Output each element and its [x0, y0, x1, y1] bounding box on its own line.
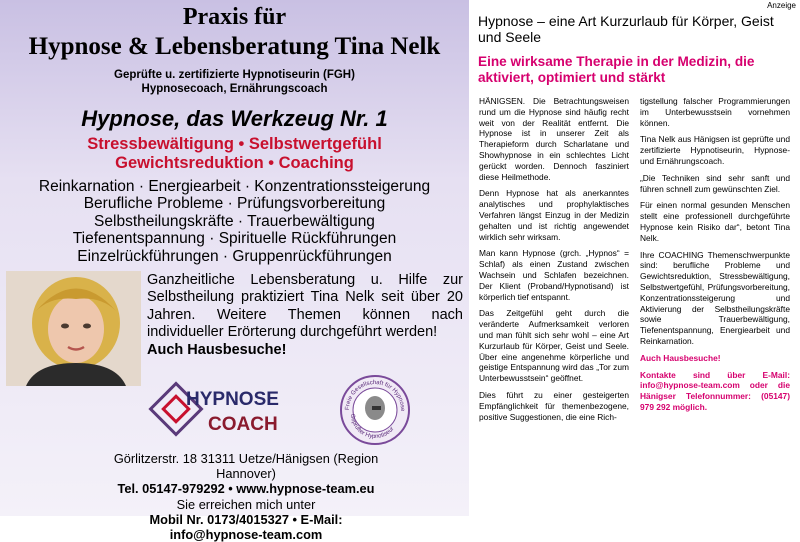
paragraph: Tina Nelk aus Hänigsen ist geprüfte und zertifizierte Hypnotiseurin, Hypnose- und Ernährungscoach.: [640, 134, 790, 166]
focus-topics-line1: Stressbewältigung • Selbstwertgefühl: [87, 135, 382, 153]
topic-line: Berufliche Probleme · Prüfungsvorbereitung: [83, 195, 386, 213]
description-text: [147, 272, 463, 359]
article-column-2: [640, 96, 790, 419]
house-calls-note: Auch Hausbesuche!: [147, 341, 287, 358]
contact-note[interactable]: Kontakte sind über E-Mail: info@hypnose-team.com oder die Hänigser Telefonnummer: (05147) 979 292 möglich.: [640, 369, 790, 412]
seal-text-top: Freie Gesellschaft für Hypnose: [344, 379, 406, 412]
paragraph: Dies führt zu einer gesteigerten Empfänglichkeit für themenbezogene, positive Suggestionen, die eine Rich-: [479, 389, 629, 422]
topics-list: [0, 178, 469, 265]
tagline: Hypnose, das Werkzeug Nr. 1: [81, 106, 388, 131]
seal-text-bottom: Geprüfter Hypnotiseur: [348, 413, 396, 441]
qualification-line1: Geprüfte u. zertifizierte Hypnotiseurin (FGH): [114, 69, 355, 81]
topic-line: Reinkarnation · Energiearbeit · Konzentrationssteigerung: [38, 178, 431, 195]
contact-block: [106, 451, 386, 542]
topic-line: Tiefenentspannung · Spirituelle Rückführungen: [72, 230, 397, 248]
portrait-photo: [6, 271, 141, 386]
paragraph: „Die Techniken sind sehr sanft und führen schnell zum gewünschten Ziel.: [640, 172, 790, 194]
paragraph: tigstellung falscher Programmierungen im Unterbewusstsein vornehmen können.: [640, 96, 790, 128]
paragraph: Das Zeitgefühl geht durch die veränderte Aufmerksamkeit verloren und man fühlt sich sehr wohl – eine Art Kurzurlaub für Körper, Geist und Seele. Über eine angenehme körperliche und geistige Entspannung wird das „Tor zum Unterbewusstsein“ geöffnet.: [479, 308, 629, 384]
article-subheadline: Eine wirksame Therapie in der Medizin, die aktiviert, optimiert und stärkt: [478, 54, 755, 85]
certification-seal: [339, 374, 411, 446]
address: Görlitzerstr. 18 31311 Uetze/Hänigsen (Region Hannover): [113, 451, 379, 482]
practice-title-line2: Hypnose & Lebensberatung Tina Nelk: [28, 33, 441, 60]
seal-graphic: [339, 374, 411, 446]
topic-line: Selbstheilungskräfte · Trauerbewältigung: [94, 212, 375, 230]
paragraph: HÄNIGSEN. Die Betrachtungsweisen rund um die Hypnose sind häufig recht weit von der Realität entfernt. Die Hypnose ist in unserer Zeit als Therapieform durch Scharlatane und Showhypnose in ein schlechtes Licht gerückt worden. Dennoch fasziniert diese Heilmethode.: [479, 96, 629, 182]
logo-graphic: [156, 378, 306, 440]
portrait-illustration: [6, 271, 141, 386]
paragraph: Für einen normal gesunden Menschen stellt eine professionell durchgeführte Hypnose kein Risiko dar“, betont Tina Nelk.: [640, 200, 790, 243]
logo-word-coach: COACH: [208, 414, 278, 435]
focus-topics-line2: Gewichtsreduktion • Coaching: [115, 154, 354, 172]
house-calls-note: Auch Hausbesuche!: [640, 352, 721, 363]
phone-and-website[interactable]: Tel. 05147-979292 • www.hypnose-team.eu: [117, 481, 375, 497]
article-right-panel: [469, 0, 800, 516]
ad-label: Anzeige: [767, 1, 796, 10]
hypnose-coach-logo: [156, 378, 306, 440]
description-body: Ganzheitliche Lebensberatung u. Hilfe zur Selbstheilung praktiziert Tina Nelk seit über 20 Jahren. Weitere Themen können nach individueller Erörterung durchgeführt werden!: [147, 272, 463, 341]
reach-label: Sie erreichen mich unter: [176, 496, 316, 512]
mobile-and-email[interactable]: Mobil Nr. 0173/4015327 • E-Mail: info@hypnose-team.com: [149, 511, 343, 542]
article-headline: Hypnose – eine Art Kurzurlaub für Körper, Geist und Seele: [478, 13, 774, 45]
paragraph: Denn Hypnose hat als anerkanntes analytisches und prophylaktisches Verfahren längst Einzug in der Medizin gehalten und ist richtig angewendet wirklich sehr wirksam.: [479, 188, 629, 242]
paragraph: Ihre COACHING Themenschwerpunkte sind: berufliche Probleme und Gewichtsreduktion, Stressbewältigung, Selbstwertgefühl, Prüfungsvorbereitung, Konzentrationssteigerung und Aktivierung der Selbstheilungskräfte sowie Trauerbewältigung, Tiefenentspannung, Energiearbeit und Reinkarnation.: [640, 249, 790, 346]
practice-title-line1: Praxis für: [182, 4, 287, 30]
paragraph: Man kann Hypnose (grch. „Hypnos“ = Schlaf) als einen Zustand zwischen Wachsein und Schlafen bezeichnen. Der Klient (Proband/Hypnotisand) ist körperlich tief entspannt.: [479, 248, 629, 302]
qualification-line2: Hypnosecoach, Ernährungscoach: [141, 83, 328, 95]
article-column-1: [479, 96, 629, 428]
topic-line: Einzelrückführungen · Gruppenrückführungen: [77, 247, 392, 265]
logo-word-hypnose: HYPNOSE: [186, 389, 279, 410]
